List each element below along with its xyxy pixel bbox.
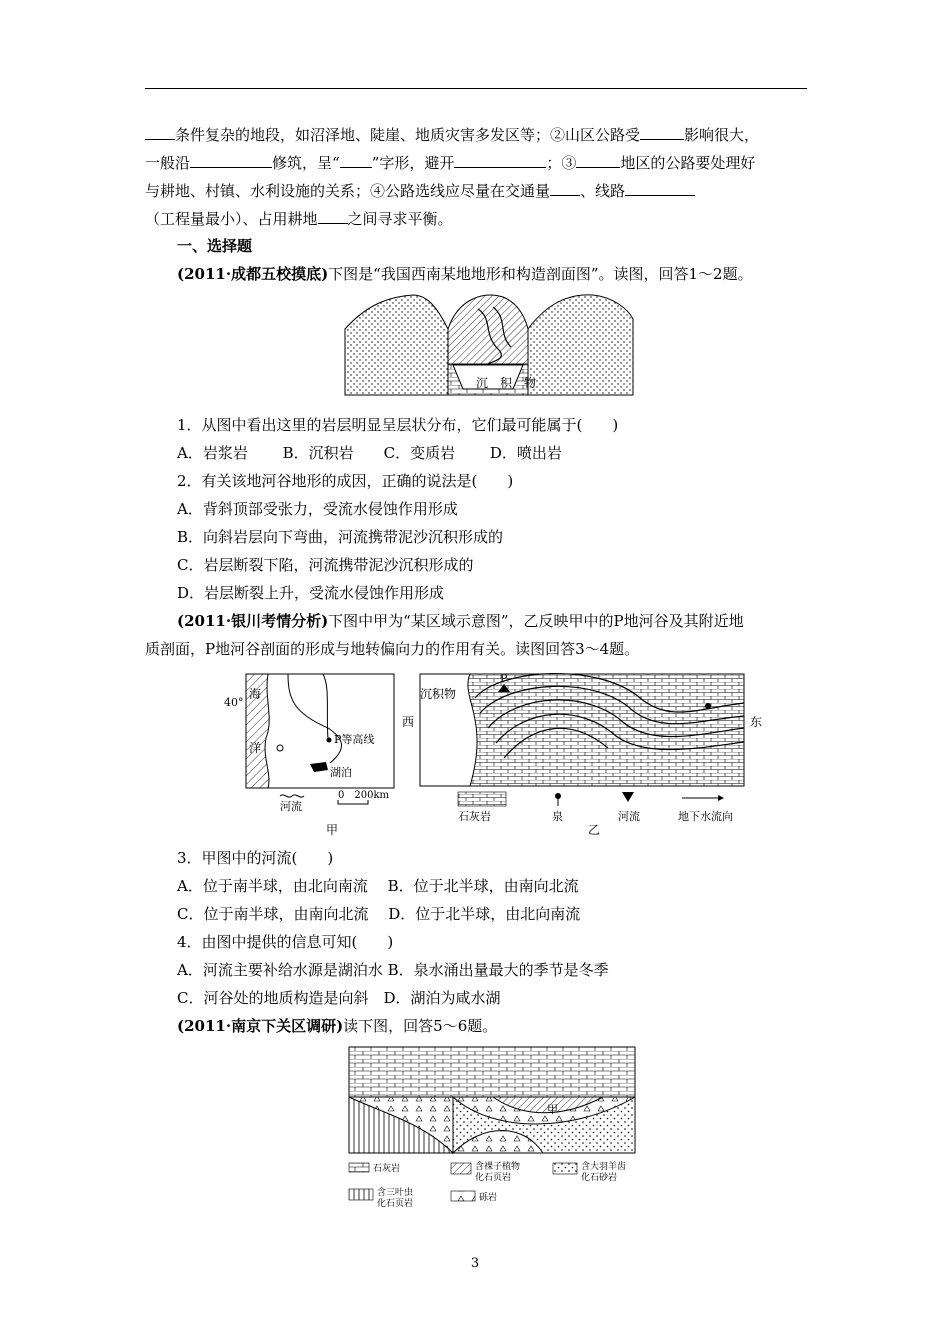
question-4-options-cd: C．河谷处的地质构造是向斜 D．湖泊为咸水湖 xyxy=(177,989,501,1007)
source: (2011·南京下关区调研) xyxy=(177,1017,344,1035)
map-sea-2: 洋 xyxy=(249,741,262,755)
section-p: P xyxy=(500,672,508,685)
question-1-options: A．岩浆岩 B．沉积岩 C．变质岩 D．喷出岩 xyxy=(177,444,562,462)
intro-line-3 xyxy=(145,180,695,201)
blank xyxy=(576,152,620,168)
fig3-legend-trilobite-1: 含三叶虫 xyxy=(377,1188,414,1198)
group3-intro xyxy=(177,1016,497,1036)
intro-line-4 xyxy=(145,208,453,229)
text: 影响很大， xyxy=(684,126,760,144)
page-number: 3 xyxy=(470,1256,480,1271)
question-2-option-c: C．岩层断裂下陷，河流携带泥沙沉积形成的 xyxy=(177,556,474,574)
blank xyxy=(340,152,372,168)
text: 下图是“我国西南某地地形和构造剖面图”。读图，回答1～2题。 xyxy=(328,265,753,283)
fig3-legend-gymnosperm-2: 化石页岩 xyxy=(475,1173,512,1183)
intro-line-2 xyxy=(145,152,755,173)
source: (2011·成都五校摸底) xyxy=(177,265,329,283)
figure-label-sediment: 沉 积 物 xyxy=(476,376,537,390)
group1-intro xyxy=(177,264,753,284)
text: 条件复杂的地段，如沼泽地、陡崖、地质灾害多发区等；②山区公路受 xyxy=(175,126,641,144)
question-3: 3．甲图中的河流( ) xyxy=(177,849,334,867)
source: (2011·银川考情分析) xyxy=(177,612,329,630)
header-rule xyxy=(145,88,807,89)
figure-map-jia xyxy=(218,668,398,840)
section-name: 乙 xyxy=(588,823,601,837)
question-3-options-cd: C．位于南半球，由南向北流 D．位于北半球，由北向南流 xyxy=(177,905,581,923)
group2-intro xyxy=(177,611,744,631)
blank xyxy=(145,124,175,140)
question-4: 4．由图中提供的信息可知( ) xyxy=(177,933,394,951)
fig3-legend-trilobite-2: 化石页岩 xyxy=(377,1199,414,1209)
question-2-option-b: B．向斜岩层向下弯曲，河流携带泥沙沉积形成的 xyxy=(177,528,504,546)
question-3-options-ab: A．位于南半球，由北向南流 B．位于北半球，由南向北流 xyxy=(177,877,579,895)
text: ”字形，避开 xyxy=(371,154,455,172)
text: 读下图，回答5～6题。 xyxy=(343,1017,498,1035)
map-river: 河流 xyxy=(280,800,302,813)
legend-groundwater: 地下水流向 xyxy=(678,810,733,823)
question-2-option-d: D．岩层断裂上升，受流水侵蚀作用形成 xyxy=(177,584,445,602)
blank xyxy=(318,208,348,224)
group2-intro-2: 质剖面，P地河谷剖面的形成与地转偏向力的作用有关。读图回答3～4题。 xyxy=(145,640,640,658)
figure-cross-section-1 xyxy=(343,289,635,397)
text: 与耕地、村镇、水利设施的关系；④公路选线应尽量在交通量 xyxy=(145,182,551,200)
section-sediment: 沉积物 xyxy=(420,687,457,701)
blank xyxy=(640,124,684,140)
figure-strata-3 xyxy=(343,1043,643,1213)
map-name: 甲 xyxy=(326,823,339,837)
map-p-label: P等高线 xyxy=(334,733,375,746)
text: 一般沿 xyxy=(145,154,191,172)
fig3-legend-gymnosperm-1: 含裸子植物 xyxy=(475,1162,521,1172)
section-west: 西 xyxy=(402,715,415,729)
text: 下图中甲为“某区域示意图”，乙反映甲中的P地河谷及其附近地 xyxy=(328,612,744,630)
question-1: 1．从图中看出这里的岩层明显呈层状分布，它们最可能属于( ) xyxy=(177,416,619,434)
question-2: 2．有关该地河谷地形的成因，正确的说法是( ) xyxy=(177,472,514,490)
intro-line-1 xyxy=(145,124,759,145)
question-2-option-a: A．背斜顶部受张力，受流水侵蚀作用形成 xyxy=(177,500,458,518)
text: （工程量最小）、占用耕地 xyxy=(145,210,318,228)
text: 之间寻求平衡。 xyxy=(347,210,453,228)
legend-river: 河流 xyxy=(618,810,640,823)
map-sea-1: 海 xyxy=(249,687,262,701)
fig3-legend-limestone: 石灰岩 xyxy=(373,1164,401,1174)
text: ；③ xyxy=(546,154,577,172)
text: 、线路 xyxy=(580,182,626,200)
blank xyxy=(190,152,272,168)
section-east: 东 xyxy=(750,715,763,729)
section-title: 一、选择题 xyxy=(177,237,253,255)
fig3-legend-gigantopteris-2: 化石砂岩 xyxy=(581,1173,618,1183)
question-4-options-ab: A．河流主要补给水源是湖泊水 B．泉水涌出量最大的季节是冬季 xyxy=(177,961,609,979)
legend-spring: 泉 xyxy=(552,810,563,823)
blank xyxy=(550,180,580,196)
figure-section-yi xyxy=(400,668,768,840)
legend-limestone: 石灰岩 xyxy=(458,810,491,823)
text: 地区的公路要处理好 xyxy=(620,154,756,172)
blank xyxy=(625,180,695,196)
blank xyxy=(454,152,546,168)
map-scale: 0 200km xyxy=(338,790,389,801)
fig3-legend-gigantopteris-1: 含大羽羊齿 xyxy=(581,1162,627,1172)
text: 修筑，呈“ xyxy=(272,154,340,172)
fig3-legend-conglomerate: 砾岩 xyxy=(479,1193,498,1203)
fig3-jia: 甲 xyxy=(547,1103,558,1116)
map-lat: 40° xyxy=(224,696,244,709)
map-lake: 湖泊 xyxy=(330,766,352,779)
